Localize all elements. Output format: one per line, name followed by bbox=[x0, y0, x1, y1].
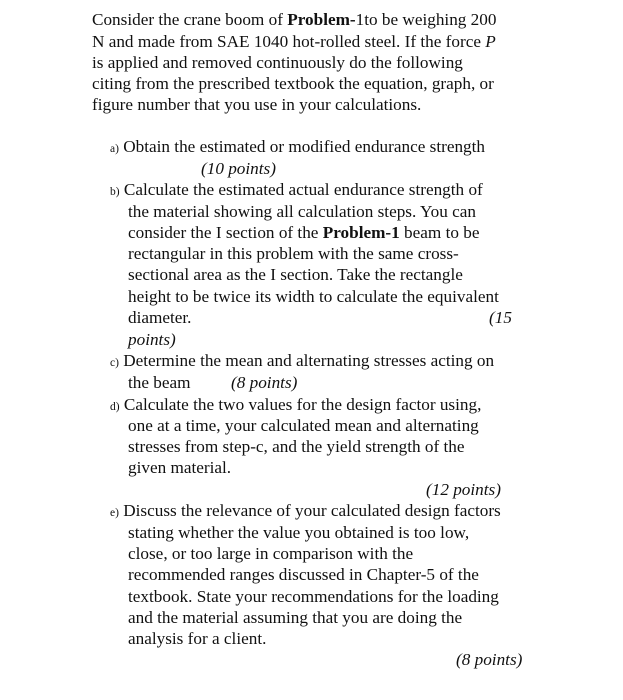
item-d-points: (12 points) bbox=[426, 480, 501, 499]
item-e-line-3: close, or too large in comparison with the bbox=[128, 544, 414, 563]
item-c-marker: c) bbox=[110, 357, 119, 369]
item-d-marker: d) bbox=[110, 401, 120, 413]
item-a-points: (10 points) bbox=[201, 159, 276, 178]
item-b-line-5: sectional area as the I section. Take the rectangle bbox=[128, 265, 463, 284]
item-a-marker: a) bbox=[110, 143, 119, 155]
item-c-line-2: the beam bbox=[128, 373, 191, 392]
item-e-line-4: recommended ranges discussed in Chapter-5 of the bbox=[128, 565, 479, 584]
intro-text: N and made from SAE 1040 hot-rolled steel. If the force bbox=[92, 32, 486, 51]
item-b-text: beam to be bbox=[399, 223, 480, 242]
item-e-line-2: stating whether the value you obtained is too low, bbox=[128, 523, 470, 542]
item-e-line-1 bbox=[110, 500, 501, 524]
intro-line-5: figure number that you use in your calculations. bbox=[92, 95, 422, 114]
item-b-line-2: the material showing all calculation steps. You can bbox=[128, 202, 476, 221]
item-e-line-6: and the material assuming that you are doing the bbox=[128, 608, 463, 627]
item-e-marker: e) bbox=[110, 507, 119, 519]
item-b-text: Calculate the estimated actual endurance strength of bbox=[123, 180, 483, 199]
item-d-line-4: given material. bbox=[128, 458, 232, 477]
item-b-text: consider the I section of the bbox=[128, 223, 323, 242]
force-variable: P bbox=[485, 32, 496, 51]
item-c-points: (8 points) bbox=[231, 373, 298, 392]
item-c-text: Determine the mean and alternating stresses acting on bbox=[123, 351, 495, 370]
problem-ref-bold: Problem- bbox=[287, 10, 356, 29]
item-b-line-1 bbox=[110, 179, 483, 203]
item-a-text: Obtain the estimated or modified endurance strength bbox=[123, 137, 486, 156]
item-b-line-3 bbox=[128, 222, 479, 243]
item-d-text: Calculate the two values for the design factor using, bbox=[123, 395, 482, 414]
item-e-line-7: analysis for a client. bbox=[128, 629, 267, 648]
item-a-line-1 bbox=[110, 136, 485, 160]
intro-text: 1to be weighing 200 bbox=[355, 10, 497, 29]
item-b-line-6: height to be twice its width to calculate the equivalent bbox=[128, 287, 499, 306]
intro-line-1 bbox=[92, 9, 496, 30]
intro-line-2 bbox=[92, 31, 496, 52]
intro-line-4: citing from the prescribed textbook the equation, graph, or bbox=[92, 74, 494, 93]
item-e-text: Discuss the relevance of your calculated design factors bbox=[123, 501, 501, 520]
item-b-points-b: points) bbox=[128, 330, 176, 349]
problem-ref-bold: Problem-1 bbox=[322, 223, 400, 242]
item-b-marker: b) bbox=[110, 186, 120, 198]
intro-line-3: is applied and removed continuously do the following bbox=[92, 53, 463, 72]
item-b-line-4: rectangular in this problem with the same cross- bbox=[128, 244, 459, 263]
item-d-line-2: one at a time, your calculated mean and alternating bbox=[128, 416, 479, 435]
intro-text: Consider the crane boom of bbox=[92, 10, 288, 29]
item-e-points: (8 points) bbox=[456, 650, 523, 669]
item-b-points-a: (15 bbox=[489, 308, 512, 327]
item-b-line-7: diameter. bbox=[128, 308, 192, 327]
item-c-line-1 bbox=[110, 350, 494, 374]
item-d-line-3: stresses from step-c, and the yield strength of the bbox=[128, 437, 465, 456]
item-e-line-5: textbook. State your recommendations for the loading bbox=[128, 587, 499, 606]
